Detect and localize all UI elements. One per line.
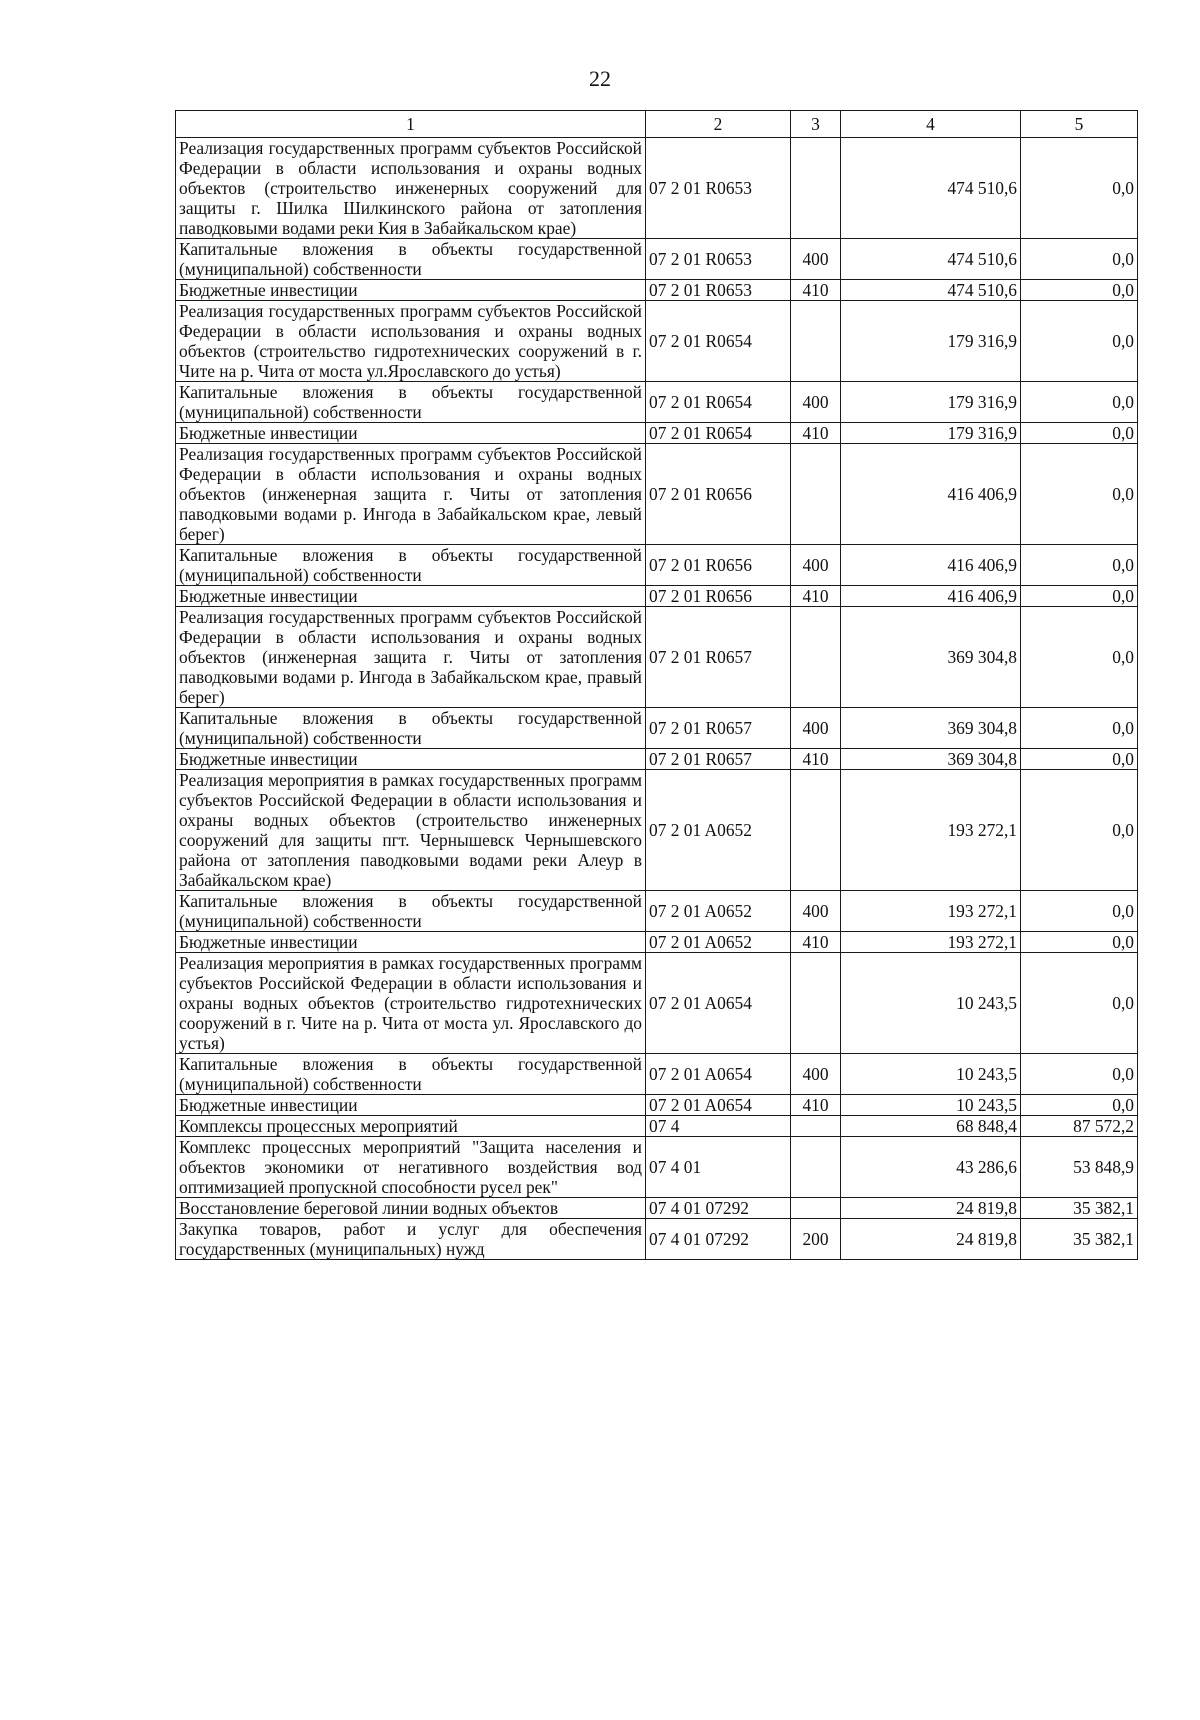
row-code-cell: 07 2 01 R0653: [646, 280, 791, 301]
row-code-cell: 07 2 01 A0652: [646, 932, 791, 953]
column-header: 3: [791, 111, 841, 138]
row-type-cell: [791, 1116, 841, 1137]
row-value5-cell: 0,0: [1021, 545, 1138, 586]
row-value5-cell: 0,0: [1021, 932, 1138, 953]
row-value5-cell: 35 382,1: [1021, 1198, 1138, 1219]
row-code-cell: 07 4 01 07292: [646, 1198, 791, 1219]
row-value5-cell: 0,0: [1021, 1095, 1138, 1116]
row-type-cell: [791, 301, 841, 382]
row-code-cell: 07 4: [646, 1116, 791, 1137]
row-code-cell: 07 2 01 A0654: [646, 1095, 791, 1116]
row-code-cell: 07 2 01 A0652: [646, 891, 791, 932]
row-name-cell: Капитальные вложения в объекты государственной (муниципальной) собственности: [176, 545, 646, 586]
row-code-cell: 07 2 01 R0657: [646, 607, 791, 708]
row-value4-cell: 43 286,6: [841, 1137, 1021, 1198]
row-type-cell: [791, 953, 841, 1054]
row-code-cell: 07 4 01: [646, 1137, 791, 1198]
column-header: 1: [176, 111, 646, 138]
table-row: [176, 138, 1138, 239]
row-value5-cell: 0,0: [1021, 891, 1138, 932]
row-name-cell: Капитальные вложения в объекты государственной (муниципальной) собственности: [176, 1054, 646, 1095]
row-value4-cell: 24 819,8: [841, 1198, 1021, 1219]
table-row: [176, 953, 1138, 1054]
row-value4-cell: 10 243,5: [841, 1054, 1021, 1095]
row-code-cell: 07 2 01 A0652: [646, 770, 791, 891]
table-row: [176, 1198, 1138, 1219]
table-row: [176, 708, 1138, 749]
row-code-cell: 07 2 01 R0653: [646, 239, 791, 280]
row-type-cell: 410: [791, 749, 841, 770]
row-code-cell: 07 2 01 R0656: [646, 586, 791, 607]
row-type-cell: 200: [791, 1219, 841, 1260]
row-name-cell: Комплекс процессных мероприятий "Защита населения и объектов экономики от негативного воздействия вод оптимизацией пропускной способности русел рек": [176, 1137, 646, 1198]
table-row: [176, 749, 1138, 770]
row-value4-cell: 179 316,9: [841, 301, 1021, 382]
row-value5-cell: 0,0: [1021, 138, 1138, 239]
row-name-cell: Реализация мероприятия в рамках государственных программ субъектов Российской Федерации в области использования и охраны водных объектов (строительство инженерных сооружений для защиты пгт. Чернышевск Чернышевского района от затопления паводковыми водами реки Алеур в Забайкальском крае): [176, 770, 646, 891]
table-row: [176, 586, 1138, 607]
table-row: [176, 1095, 1138, 1116]
row-name-cell: Реализация государственных программ субъектов Российской Федерации в области использования и охраны водных объектов (инженерная защита г. Читы от затопления паводковыми водами р. Ингода в Забайкальском крае, правый берег): [176, 607, 646, 708]
row-value4-cell: 474 510,6: [841, 239, 1021, 280]
row-value4-cell: 179 316,9: [841, 423, 1021, 444]
row-value5-cell: 0,0: [1021, 708, 1138, 749]
row-value5-cell: 0,0: [1021, 239, 1138, 280]
row-code-cell: 07 2 01 R0654: [646, 382, 791, 423]
table-row: [176, 1219, 1138, 1260]
row-name-cell: Реализация государственных программ субъектов Российской Федерации в области использования и охраны водных объектов (строительство гидротехнических сооружений в г. Чите на р. Чита от моста ул.Ярославского до устья): [176, 301, 646, 382]
row-type-cell: 400: [791, 382, 841, 423]
row-type-cell: 410: [791, 1095, 841, 1116]
row-value5-cell: 53 848,9: [1021, 1137, 1138, 1198]
row-code-cell: 07 2 01 R0656: [646, 545, 791, 586]
row-type-cell: [791, 1137, 841, 1198]
column-header: 5: [1021, 111, 1138, 138]
row-code-cell: 07 2 01 A0654: [646, 1054, 791, 1095]
table-row: [176, 607, 1138, 708]
row-name-cell: Закупка товаров, работ и услуг для обеспечения государственных (муниципальных) нужд: [176, 1219, 646, 1260]
table-row: [176, 301, 1138, 382]
row-name-cell: Капитальные вложения в объекты государственной (муниципальной) собственности: [176, 239, 646, 280]
row-type-cell: 410: [791, 932, 841, 953]
column-header: 4: [841, 111, 1021, 138]
row-type-cell: 400: [791, 239, 841, 280]
row-value4-cell: 193 272,1: [841, 932, 1021, 953]
row-type-cell: 410: [791, 423, 841, 444]
row-value5-cell: 0,0: [1021, 423, 1138, 444]
row-name-cell: Бюджетные инвестиции: [176, 749, 646, 770]
row-name-cell: Бюджетные инвестиции: [176, 1095, 646, 1116]
table-header-row: [176, 111, 1138, 138]
row-code-cell: 07 4 01 07292: [646, 1219, 791, 1260]
row-type-cell: 410: [791, 586, 841, 607]
row-type-cell: [791, 444, 841, 545]
table-row: [176, 932, 1138, 953]
row-code-cell: 07 2 01 R0657: [646, 749, 791, 770]
row-type-cell: [791, 607, 841, 708]
table-row: [176, 1054, 1138, 1095]
budget-table-body: [176, 111, 1138, 1260]
row-value5-cell: 0,0: [1021, 1054, 1138, 1095]
row-name-cell: Капитальные вложения в объекты государственной (муниципальной) собственности: [176, 891, 646, 932]
table-row: [176, 1116, 1138, 1137]
row-value4-cell: 369 304,8: [841, 607, 1021, 708]
row-value4-cell: 369 304,8: [841, 708, 1021, 749]
row-type-cell: [791, 1198, 841, 1219]
row-type-cell: 400: [791, 891, 841, 932]
row-value5-cell: 0,0: [1021, 280, 1138, 301]
row-name-cell: Бюджетные инвестиции: [176, 586, 646, 607]
row-type-cell: 410: [791, 280, 841, 301]
row-name-cell: Капитальные вложения в объекты государственной (муниципальной) собственности: [176, 708, 646, 749]
page-number: 22: [589, 66, 611, 91]
row-value5-cell: 0,0: [1021, 607, 1138, 708]
row-value4-cell: 193 272,1: [841, 891, 1021, 932]
row-name-cell: Реализация государственных программ субъектов Российской Федерации в области использования и охраны водных объектов (инженерная защита г. Читы от затопления паводковыми водами р. Ингода в Забайкальском крае, левый берег): [176, 444, 646, 545]
row-name-cell: Капитальные вложения в объекты государственной (муниципальной) собственности: [176, 382, 646, 423]
row-name-cell: Восстановление береговой линии водных объектов: [176, 1198, 646, 1219]
row-value4-cell: 10 243,5: [841, 953, 1021, 1054]
column-header: 2: [646, 111, 791, 138]
row-code-cell: 07 2 01 R0657: [646, 708, 791, 749]
row-value5-cell: 35 382,1: [1021, 1219, 1138, 1260]
table-row: [176, 770, 1138, 891]
table-row: [176, 423, 1138, 444]
row-type-cell: [791, 138, 841, 239]
row-name-cell: Бюджетные инвестиции: [176, 280, 646, 301]
row-value4-cell: 474 510,6: [841, 138, 1021, 239]
row-value4-cell: 474 510,6: [841, 280, 1021, 301]
row-code-cell: 07 2 01 R0656: [646, 444, 791, 545]
row-type-cell: [791, 770, 841, 891]
row-name-cell: Реализация государственных программ субъектов Российской Федерации в области использования и охраны водных объектов (строительство инженерных сооружений для защиты г. Шилка Шилкинского района от затопления паводковыми водами реки Кия в Забайкальском крае): [176, 138, 646, 239]
row-value5-cell: 0,0: [1021, 382, 1138, 423]
table-row: [176, 280, 1138, 301]
row-name-cell: Реализация мероприятия в рамках государственных программ субъектов Российской Федерации в области использования и охраны водных объектов (строительство гидротехнических сооружений в г. Чите на р. Чита от моста ул. Ярославского до устья): [176, 953, 646, 1054]
row-value4-cell: 416 406,9: [841, 545, 1021, 586]
table-row: [176, 545, 1138, 586]
row-value4-cell: 193 272,1: [841, 770, 1021, 891]
row-type-cell: 400: [791, 1054, 841, 1095]
row-value4-cell: 416 406,9: [841, 444, 1021, 545]
row-value5-cell: 0,0: [1021, 586, 1138, 607]
row-value4-cell: 10 243,5: [841, 1095, 1021, 1116]
row-value4-cell: 68 848,4: [841, 1116, 1021, 1137]
row-value5-cell: 0,0: [1021, 953, 1138, 1054]
row-name-cell: Бюджетные инвестиции: [176, 423, 646, 444]
row-name-cell: Комплексы процессных мероприятий: [176, 1116, 646, 1137]
row-value4-cell: 179 316,9: [841, 382, 1021, 423]
row-type-cell: 400: [791, 545, 841, 586]
row-code-cell: 07 2 01 R0654: [646, 301, 791, 382]
row-value5-cell: 0,0: [1021, 444, 1138, 545]
table-row: [176, 382, 1138, 423]
row-value4-cell: 416 406,9: [841, 586, 1021, 607]
row-value5-cell: 0,0: [1021, 301, 1138, 382]
row-code-cell: 07 2 01 A0654: [646, 953, 791, 1054]
row-type-cell: 400: [791, 708, 841, 749]
row-name-cell: Бюджетные инвестиции: [176, 932, 646, 953]
row-code-cell: 07 2 01 R0653: [646, 138, 791, 239]
budget-table: [175, 110, 1138, 1260]
row-code-cell: 07 2 01 R0654: [646, 423, 791, 444]
row-value5-cell: 87 572,2: [1021, 1116, 1138, 1137]
row-value4-cell: 369 304,8: [841, 749, 1021, 770]
row-value4-cell: 24 819,8: [841, 1219, 1021, 1260]
table-row: [176, 239, 1138, 280]
table-row: [176, 891, 1138, 932]
table-row: [176, 444, 1138, 545]
table-row: [176, 1137, 1138, 1198]
row-value5-cell: 0,0: [1021, 770, 1138, 891]
row-value5-cell: 0,0: [1021, 749, 1138, 770]
